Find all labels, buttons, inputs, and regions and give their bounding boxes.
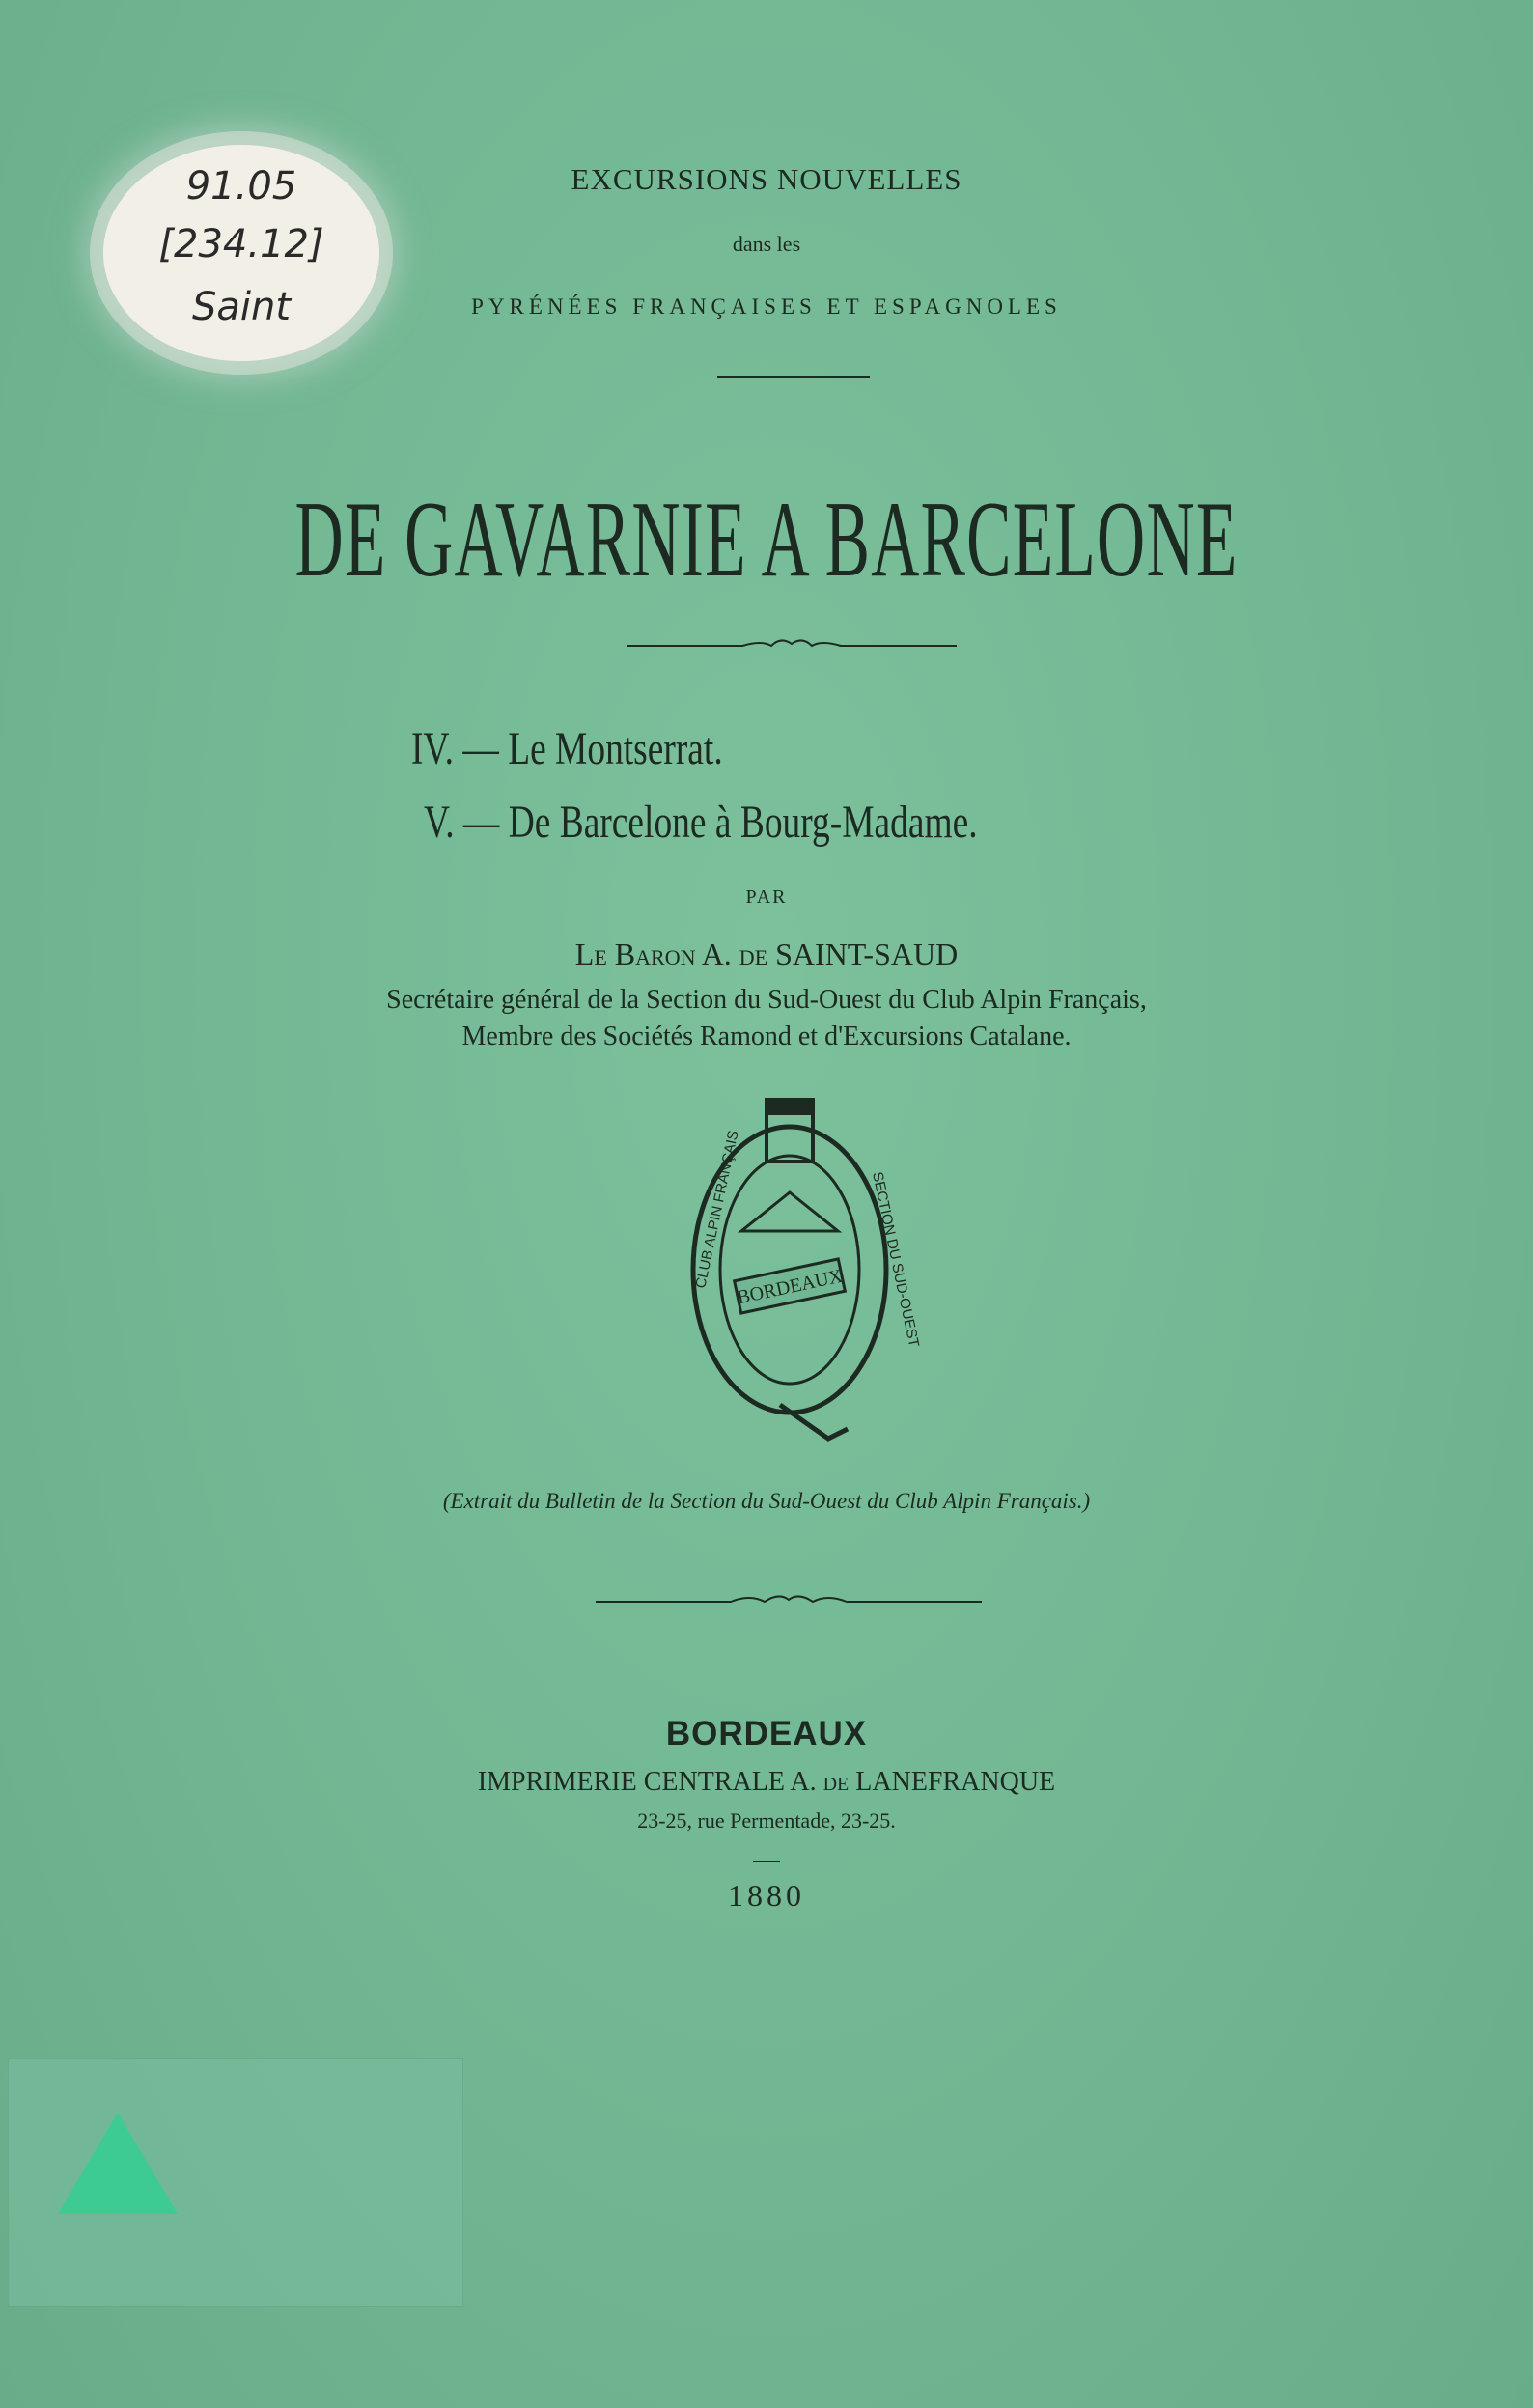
publisher-address: 23-25, rue Permentade, 23-25.: [637, 1808, 896, 1833]
author-name: Le Baron A. de SAINT-SAUD: [574, 937, 959, 971]
chapter-v: [424, 796, 1133, 849]
page-title: DE GAVARNIE A BARCELONE: [294, 480, 1239, 600]
chapter-iv: [411, 722, 811, 775]
series-region: PYRÉNÉES FRANÇAISES ET ESPAGNOLES: [471, 294, 1062, 319]
series-connector: dans les: [732, 232, 801, 256]
publication-year: 1880: [728, 1878, 805, 1913]
divider-short: [753, 1861, 780, 1862]
publisher-city: BORDEAUX: [665, 1715, 868, 1752]
ornament-divider: [627, 632, 957, 658]
author-title-2: Membre des Sociétés Ramond et d'Excursions Catalane.: [461, 1022, 1072, 1051]
emblem-ring-right: SECTION DU SUD-OUEST: [869, 1170, 923, 1349]
club-emblem: [683, 1096, 923, 1443]
sticker-line-3: Saint: [191, 285, 292, 329]
by-label: PAR: [745, 886, 788, 908]
chapter-number: V. —: [424, 797, 500, 848]
extract-note: (Extrait du Bulletin de la Section du Sud-Ouest du Club Alpin Français.): [442, 1489, 1091, 1513]
divider: [717, 376, 870, 378]
series-heading: EXCURSIONS NOUVELLES: [571, 162, 962, 196]
publisher-printer: IMPRIMERIE CENTRALE A. de LANEFRANQUE: [477, 1767, 1056, 1797]
chapter-title: De Barcelone à Bourg-Madame.: [508, 797, 978, 848]
chapter-number: IV. —: [411, 723, 499, 774]
green-triangle-marker: [58, 2113, 178, 2214]
emblem-banner: BORDEAUX: [735, 1265, 845, 1309]
emblem-ring-left: CLUB ALPIN FRANÇAIS: [692, 1129, 742, 1290]
sticker-line-2: [234.12]: [158, 222, 324, 266]
ornament-divider-bottom: [596, 1588, 982, 1613]
author-title-1: Secrétaire général de la Section du Sud-Ouest du Club Alpin Français,: [386, 985, 1147, 1015]
chapter-title: Le Montserrat.: [508, 723, 723, 774]
sticker-line-1: 91.05: [185, 164, 297, 209]
